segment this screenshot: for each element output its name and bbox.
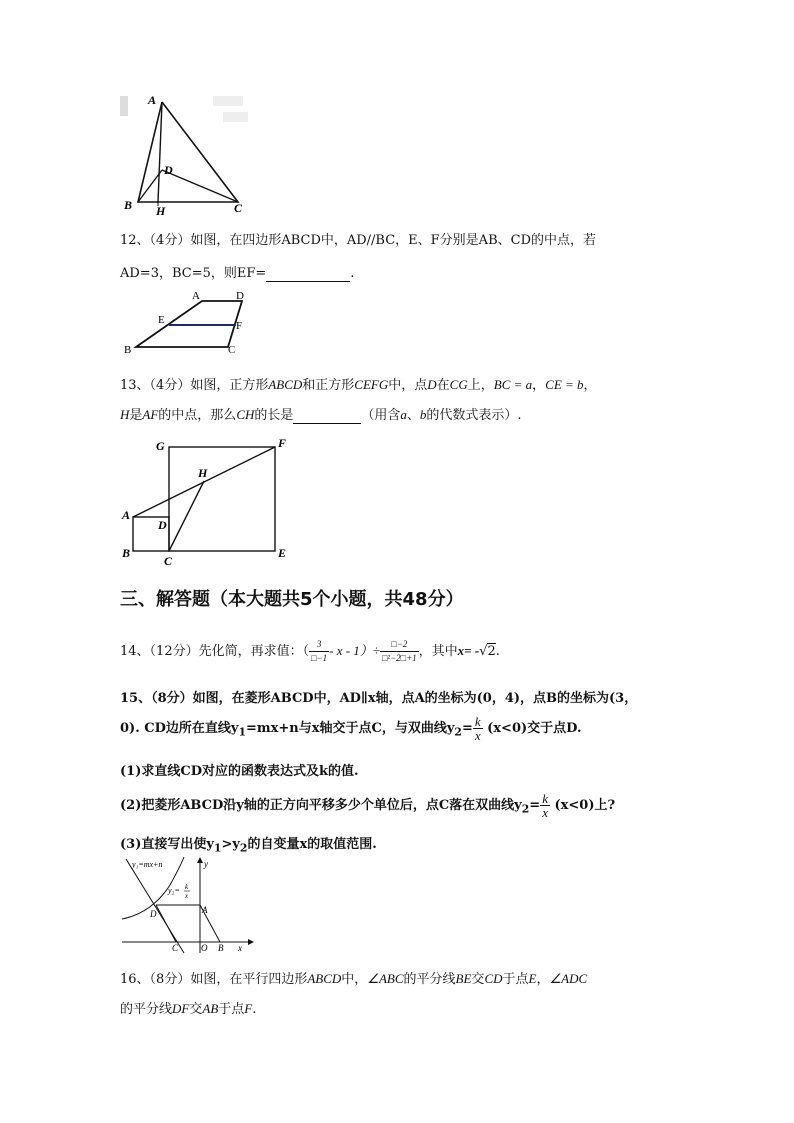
math-ce-eq-b: CE = b	[545, 377, 584, 392]
math-d: D	[427, 377, 437, 392]
math-bc-eq-a: BC = a	[493, 377, 533, 392]
q16-text: 的平分线	[403, 972, 456, 987]
quadrilateral-figure	[118, 287, 258, 359]
label-b: B	[124, 344, 132, 356]
label-c: C	[234, 201, 243, 215]
label-c: C	[172, 943, 179, 953]
label-a: A	[202, 905, 208, 915]
question-15-part1: (1)求直线CD对应的函数表达式及k的值.	[120, 764, 359, 779]
label-f: F	[236, 320, 243, 332]
section-heading: 三、解答题（本大题共5个小题，共48分）	[120, 589, 464, 610]
math-abcd: ABCD	[268, 377, 303, 392]
triangle-abc-figure	[118, 92, 258, 217]
fraction-k-over-x	[540, 792, 550, 819]
math-af: AF	[142, 407, 159, 422]
math-h: H	[120, 407, 130, 422]
sqrt-radicand: 2	[487, 644, 496, 659]
fraction-1	[309, 638, 329, 665]
label-o: O	[201, 943, 208, 953]
question-15-line2	[120, 715, 581, 742]
label-x: x	[238, 943, 242, 953]
q15-text: =	[461, 721, 473, 736]
q14-text: 14、（12分）先化简，再求值：（	[120, 644, 310, 659]
question-13-line2	[120, 404, 522, 424]
label-d: D	[158, 518, 167, 532]
label-d: D	[150, 909, 157, 919]
q15-text: 的自变量x的取值范围.	[247, 837, 377, 852]
q15-text: (x<0)交于点D.	[487, 721, 582, 736]
label-line: y₁=mx+n	[132, 860, 163, 869]
label-a: A	[122, 508, 131, 522]
q16-text: 于点	[218, 1002, 245, 1017]
math-b: b	[419, 407, 427, 422]
question-15-part3	[120, 833, 377, 855]
fraction-numerator: k	[542, 791, 548, 806]
label-y: y	[204, 859, 208, 869]
q13-text: 的中点，那么	[158, 408, 237, 423]
q15-text: (x<0)上?	[554, 798, 616, 813]
label-d: D	[236, 290, 244, 302]
q13-text: 的长是	[254, 408, 294, 423]
q15-subscript: 1	[238, 725, 246, 739]
answer-blank-12[interactable]	[266, 266, 350, 282]
math-f: F	[244, 1001, 253, 1016]
q15-text: =mx+n与x轴交于点C，与双曲线y	[245, 721, 455, 736]
q13-text: 的代数式表示）.	[426, 408, 522, 423]
q12-period: .	[350, 266, 355, 281]
q14-text: ，其中	[418, 644, 458, 659]
question-16-line2	[120, 998, 256, 1017]
q15-subscript: 1	[213, 841, 222, 855]
question-12-line1: 12、（4分）如图，在四边形ABCD中，AD//BC，E、F分别是AB、CD的中点，若	[120, 233, 596, 248]
label-g: G	[156, 439, 165, 453]
q16-text: ，	[536, 972, 550, 987]
q15-text: (3)直接写出使y	[120, 837, 214, 852]
question-15-part2	[120, 792, 615, 819]
fraction-numerator: k	[474, 714, 481, 729]
q13-text: 13、（4分）如图，正方形	[120, 378, 269, 393]
q13-text: 在	[436, 378, 450, 393]
label-curve-x: x	[185, 892, 189, 900]
q15-text: 0). CD边所在直线y	[120, 721, 239, 736]
label-e: E	[158, 314, 165, 326]
q16-text: 交	[471, 972, 485, 987]
q16-text: .	[252, 1002, 257, 1017]
q12-text: AD=3，BC=5，则EF=	[120, 266, 267, 281]
q16-text: 交	[189, 1002, 203, 1017]
answer-blank-13[interactable]	[293, 408, 361, 424]
q16-text: 于点	[502, 972, 529, 987]
q16-text: 中，	[341, 972, 368, 987]
fraction-2-numerator: □−2	[380, 638, 419, 652]
q15-subscript: 2	[239, 841, 248, 855]
label-a: A	[192, 290, 200, 302]
q13-text: ，	[532, 378, 546, 393]
two-squares-figure	[118, 433, 298, 569]
math-a: a	[400, 407, 407, 422]
math-abcd: ABCD	[307, 971, 342, 986]
label-c: C	[228, 344, 236, 356]
math-cg: CG	[449, 377, 468, 392]
label-b: B	[122, 546, 131, 560]
fraction-2	[380, 638, 419, 665]
sqrt-symbol: √	[479, 644, 488, 659]
math-ch: CH	[236, 407, 255, 422]
q15-text: >y	[221, 837, 240, 852]
question-14	[120, 638, 500, 665]
label-b: B	[218, 943, 224, 953]
question-15-line1: 15、（8分）如图，在菱形ABCD中，AD∥x轴，点A的坐标为(0，4)，点B的坐标为(3，	[120, 691, 638, 706]
math-cefg: CEFG	[354, 377, 389, 392]
q15-subscript: 2	[521, 802, 530, 816]
q13-text: 和正方形	[302, 378, 355, 393]
q13-text: 上，	[467, 378, 494, 393]
fraction-1-numerator: 3	[309, 638, 329, 652]
question-12-line2	[120, 262, 354, 282]
q16-text: 16、（8分）如图，在平行四边形	[120, 972, 308, 987]
q14-text: - x - 1）÷	[329, 643, 380, 658]
fraction-1-denominator: □−1	[311, 653, 328, 663]
q14-text: .	[495, 644, 500, 659]
label-h: H	[198, 466, 208, 480]
q13-text: ，	[583, 378, 597, 393]
coordinate-figure	[118, 855, 258, 955]
q15-text: =	[529, 798, 541, 813]
question-13-line1	[120, 374, 597, 393]
q13-text: 中，点	[388, 378, 428, 393]
label-e: E	[278, 546, 287, 560]
q13-text: 、	[406, 408, 420, 423]
label-curve: y₂=	[168, 886, 180, 895]
question-16-line1	[120, 968, 587, 987]
q13-text: （用含	[361, 408, 401, 423]
q16-text: 的平分线	[120, 1002, 173, 1017]
label-f: F	[278, 436, 287, 450]
math-x-eq: x= -	[457, 643, 480, 658]
math-cd: CD	[484, 971, 503, 986]
math-ab: AB	[202, 1001, 219, 1016]
q13-text: 是	[129, 408, 143, 423]
math-e: E	[528, 971, 537, 986]
math-df: DF	[172, 1001, 190, 1016]
label-a: A	[148, 93, 157, 107]
math-angle-abc: ∠ABC	[367, 971, 404, 986]
fraction-k-over-x	[473, 715, 483, 742]
fraction-2-denominator: □²−2□+1	[381, 653, 417, 663]
math-be: BE	[455, 971, 472, 986]
label-h: H	[156, 204, 166, 217]
math-angle-adc: ∠ADC	[549, 971, 588, 986]
label-c: C	[164, 554, 173, 568]
label-d: D	[164, 163, 173, 177]
fraction-denominator: x	[542, 805, 548, 820]
label-b: B	[124, 198, 133, 212]
q15-text: (2)把菱形ABCD沿y轴的正方向平移多少个单位后，点C落在双曲线y	[120, 798, 522, 813]
label-curve-k: k	[185, 883, 189, 891]
fraction-denominator: x	[474, 728, 481, 743]
q15-subscript: 2	[454, 725, 462, 739]
